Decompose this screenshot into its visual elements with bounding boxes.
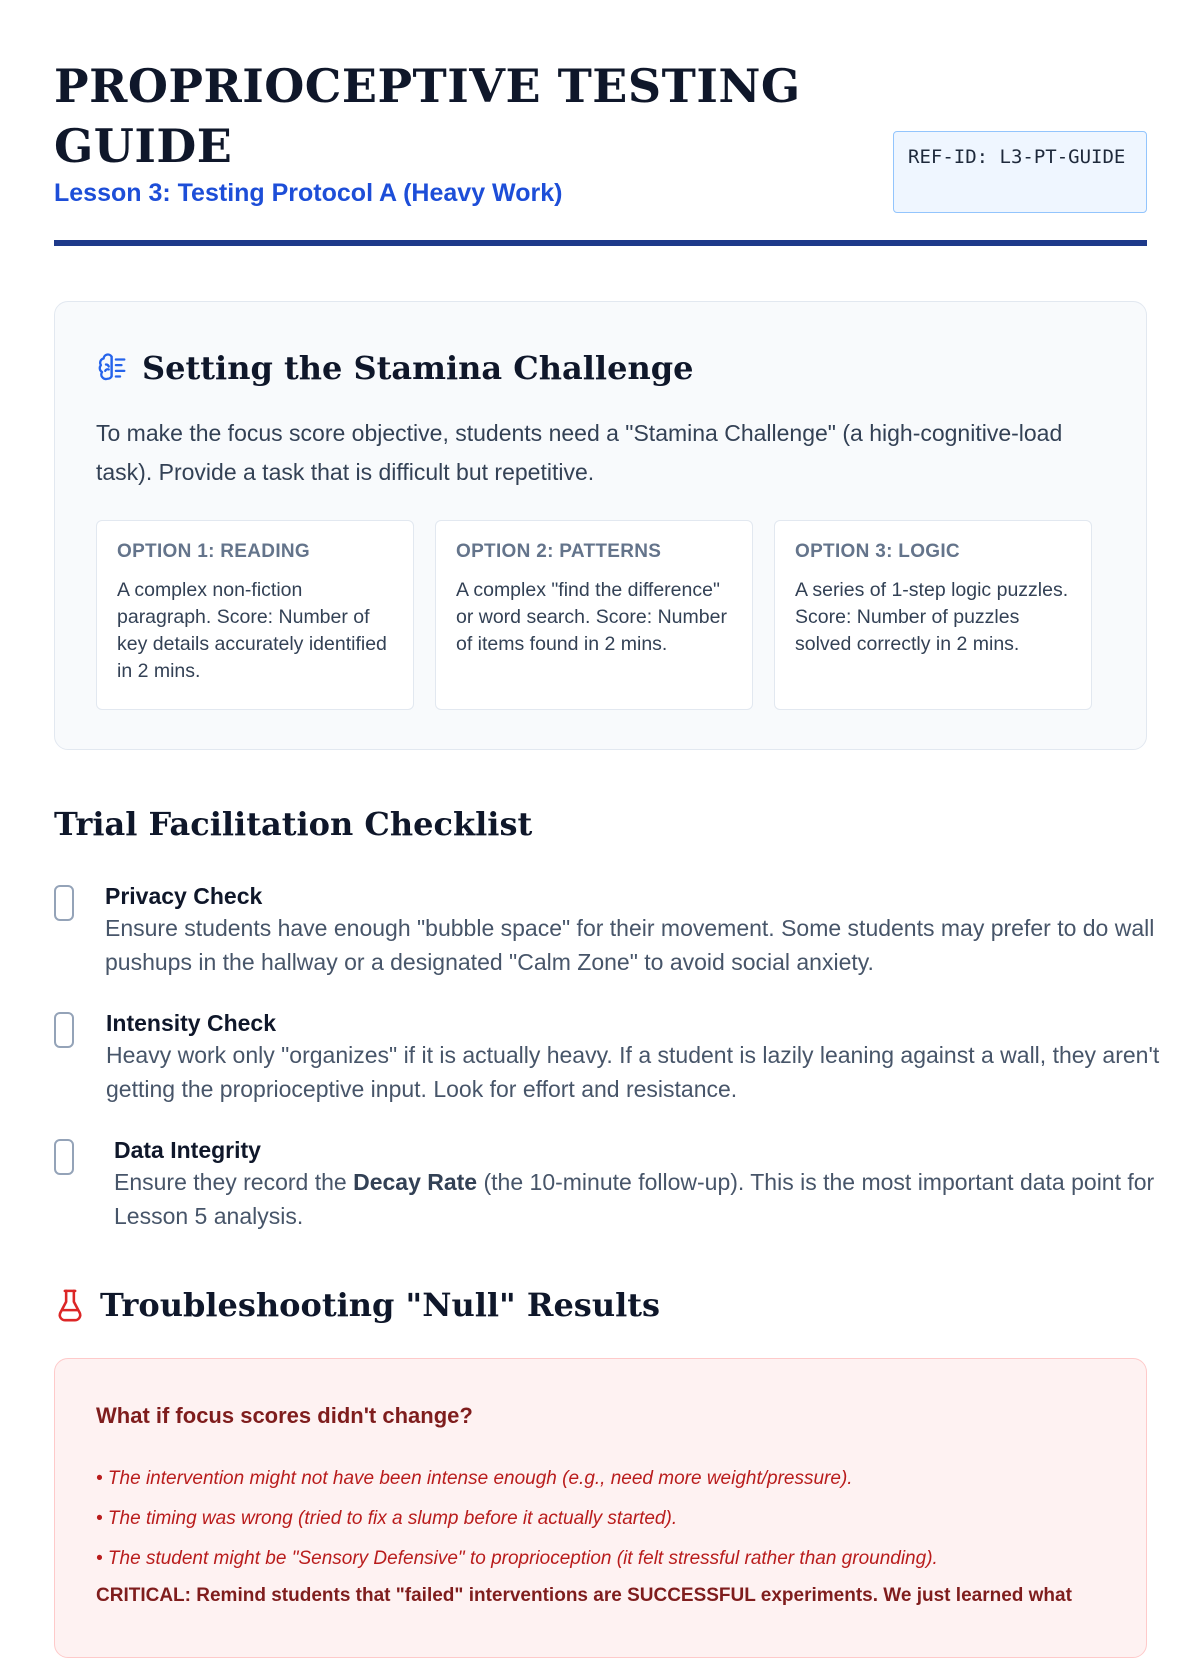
- privacy-checkbox[interactable]: [54, 885, 74, 921]
- header-divider: [54, 240, 1147, 246]
- checklist-item-description: Ensure students have enough "bubble space" for their movement. Some students may prefer to do wall pushups in the hallway or a designated "Calm Zone" to avoid social anxiety.: [105, 915, 1155, 975]
- data-integrity-checkbox[interactable]: [54, 1139, 74, 1175]
- checklist-item-text: [106, 1008, 1176, 1106]
- list-item: • The student might be "Sensory Defensive" to proprioception (it felt stressful rather than grounding).: [96, 1548, 938, 1569]
- option-title: OPTION 1: READING: [117, 541, 311, 562]
- desc-text: (the 10-minute follow-up). This is the most important data point for Lesson 5 analysis.: [114, 1169, 1155, 1229]
- option-card-logic: [774, 520, 1092, 710]
- desc-emphasis: Decay Rate: [353, 1169, 478, 1195]
- troubleshooting-card: [54, 1358, 1147, 1658]
- page-header: [54, 56, 1147, 210]
- checklist-title: Trial Facilitation Checklist: [54, 805, 533, 843]
- option-card-reading: [96, 520, 414, 710]
- option-description: A complex "find the difference" or word search. Score: Number of items found in 2 mins.: [456, 579, 727, 655]
- option-title: OPTION 3: LOGIC: [795, 541, 960, 562]
- checklist-item-text: [105, 881, 1175, 979]
- checklist-item-label: Data Integrity: [114, 1137, 261, 1163]
- option-card-patterns: [435, 520, 753, 710]
- list-item: • The intervention might not have been intense enough (e.g., need more weight/pressure).: [96, 1468, 853, 1489]
- page-title: PROPRIOCEPTIVE TESTING GUIDE: [54, 59, 801, 173]
- checklist-item-label: Intensity Check: [106, 1010, 276, 1036]
- stamina-title: Setting the Stamina Challenge: [142, 349, 694, 387]
- option-description: A complex non-fiction paragraph. Score: Number of key details accurately identified in 2 mins.: [117, 579, 387, 682]
- troubleshooting-title: Troubleshooting "Null" Results: [100, 1286, 661, 1324]
- checklist-item-label: Privacy Check: [105, 883, 263, 909]
- brain-icon: [96, 351, 130, 385]
- checklist-item-text: [114, 1135, 1184, 1233]
- troubleshooting-question: What if focus scores didn't change?: [96, 1403, 473, 1428]
- page-subtitle: Lesson 3: Testing Protocol A (Heavy Work): [54, 179, 563, 207]
- intensity-checkbox[interactable]: [54, 1012, 74, 1048]
- stamina-heading: [96, 346, 693, 390]
- ref-id-badge: REF-ID: L3-PT-GUIDE: [893, 131, 1147, 213]
- flask-icon: [54, 1287, 86, 1323]
- option-title: OPTION 2: PATTERNS: [456, 541, 662, 562]
- stamina-challenge-card: [54, 301, 1147, 750]
- option-description: A series of 1-step logic puzzles. Score: Number of puzzles solved correctly in 2 mins.: [795, 579, 1069, 655]
- troubleshooting-heading: [54, 1286, 660, 1324]
- checklist-item-description: [114, 1165, 1184, 1233]
- checklist-item-description: Heavy work only "organizes" if it is actually heavy. If a student is lazily leaning against a wall, they aren't getting the proprioceptive input. Look for effort and resistance.: [106, 1042, 1160, 1102]
- stamina-intro: To make the focus score objective, students need a "Stamina Challenge" (a high-cognitive-load task). Provide a task that is difficult but repetitive.: [96, 420, 1063, 485]
- list-item: • The timing was wrong (tried to fix a slump before it actually started).: [96, 1508, 678, 1529]
- desc-text: Ensure they record the: [114, 1169, 354, 1195]
- critical-note: CRITICAL: Remind students that "failed" interventions are SUCCESSFUL experiments. We just learned what: [96, 1585, 1072, 1606]
- troubleshooting-list: [96, 1459, 938, 1579]
